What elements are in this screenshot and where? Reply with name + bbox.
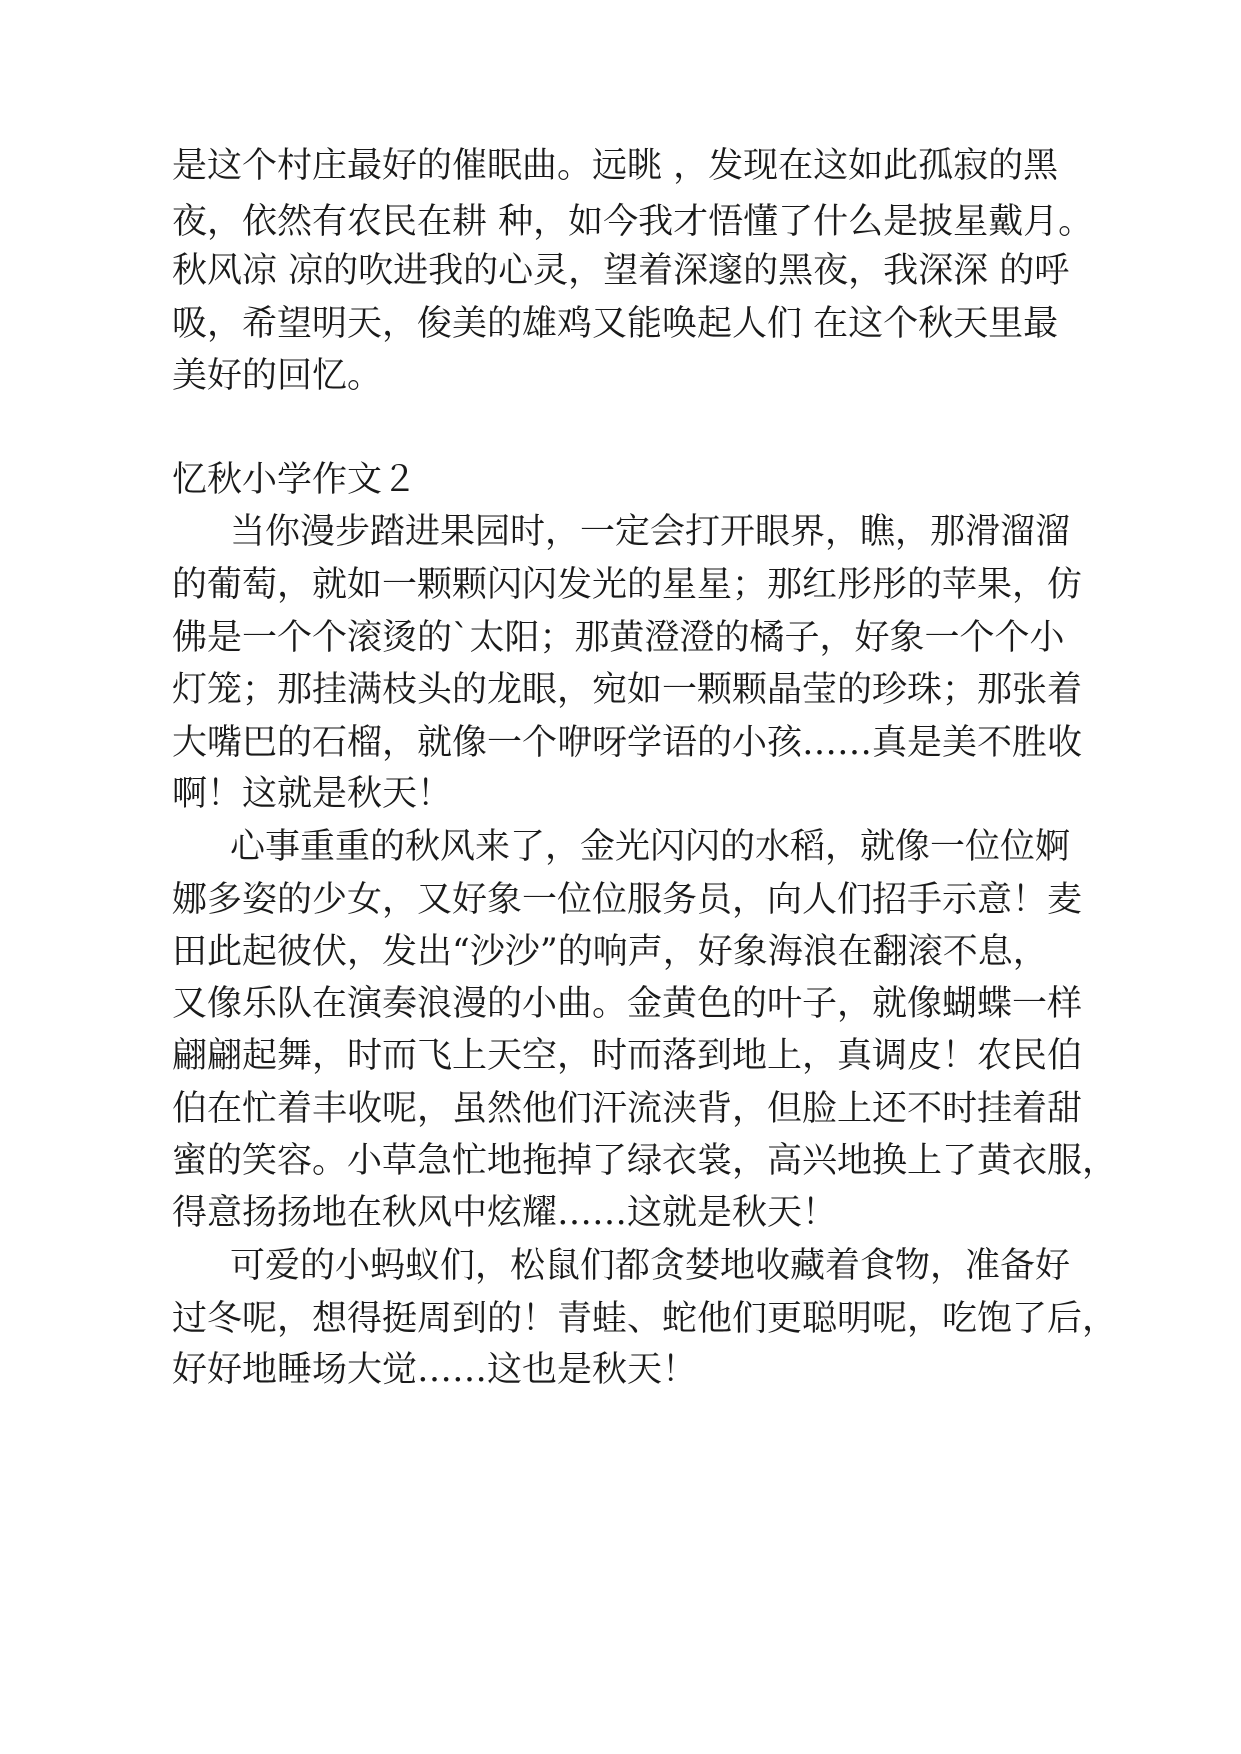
text-line: 过冬呢，想得挺周到的！青蛙、蛇他们更聪明呢，吃饱了后， (172, 1299, 1118, 1339)
text-line: 田此起彼伏，发出“沙沙”的响声，好象海浪在翻滚不息， (172, 932, 1048, 972)
text-line: 是这个村庄最好的催眠曲。远眺 ，发现在这如此孤寂的黑 (172, 146, 1059, 186)
text-line: 蜜的笑容。小草急忙地拖掉了绿衣裳，高兴地换上了黄衣服， (172, 1141, 1118, 1181)
text-line: 娜多姿的少女，又好象一位位服务员，向人们招手示意！麦 (172, 880, 1083, 920)
text-line: 心事重重的秋风来了，金光闪闪的水稻，就像一位位婀 (230, 827, 1071, 867)
text-line: 佛是一个个滚烫的`太阳；那黄澄澄的橘子，好象一个个小 (172, 618, 1065, 658)
text-line: 大嘴巴的石榴，就像一个咿呀学语的小孩……真是美不胜收 (172, 723, 1083, 763)
text-line: 夜，依然有农民在耕 种，如今我才悟懂了什么是披星戴月。 (172, 202, 1094, 242)
text-line: 当你漫步踏进果园时，一定会打开眼界，瞧，那滑溜溜 (230, 512, 1071, 552)
text-line: 秋风凉 凉的吹进我的心灵，望着深邃的黑夜，我深深 的呼 (172, 251, 1070, 291)
text-line: 啊！这就是秋天！ (172, 774, 453, 814)
text-line: 美好的回忆。 (172, 356, 383, 396)
text-line: 的葡萄，就如一颗颗闪闪发光的星星；那红彤彤的苹果，仿 (172, 565, 1083, 605)
text-line: 吸，希望明天，俊美的雄鸡又能唤起人们 在这个秋天里最 (172, 304, 1059, 344)
section-title: 忆秋小学作文２ (172, 460, 418, 500)
text-line: 翩翩起舞，时而飞上天空，时而落到地上，真调皮！农民伯 (172, 1036, 1083, 1076)
text-line: 得意扬扬地在秋风中炫耀……这就是秋天！ (172, 1193, 838, 1233)
text-line: 好好地睡场大觉……这也是秋天！ (172, 1350, 698, 1390)
text-line: 可爱的小蚂蚁们，松鼠们都贪婪地收藏着食物，准备好 (230, 1246, 1071, 1286)
text-line: 灯笼；那挂满枝头的龙眼，宛如一颗颗晶莹的珍珠；那张着 (172, 670, 1083, 710)
text-line: 又像乐队在演奏浪漫的小曲。金黄色的叶子，就像蝴蝶一样 (172, 984, 1083, 1024)
text-line: 伯在忙着丰收呢，虽然他们汗流浃背，但脸上还不时挂着甜 (172, 1089, 1083, 1129)
